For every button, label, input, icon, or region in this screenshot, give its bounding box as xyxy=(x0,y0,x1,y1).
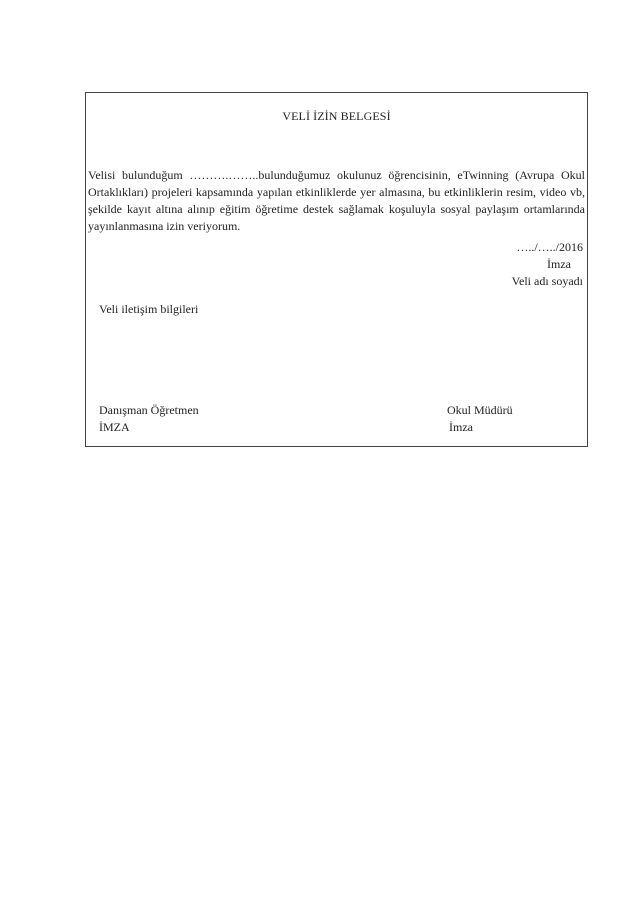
signature-date: …../…../2016 xyxy=(516,240,583,254)
consent-paragraph: Velisi bulunduğum ……….……..bulunduğumuz okulunuz öğrencisinin, eTwinning (Avrupa Okul Ortaklıkları) projeleri kapsamında yapılan etkinliklerde yer almasına, bu etkinliklerin resim, video vb, şekilde kayıt altına alınıp eğitim öğretime destek sağlamak koşuluyla sosyal paylaşım ortamlarında yayınlanmasına izin veriyorum. xyxy=(88,168,585,233)
parent-name-label: Veli adı soyadı xyxy=(511,274,583,288)
principal-block xyxy=(447,402,513,436)
permission-form xyxy=(85,92,588,447)
principal-signature: İmza xyxy=(449,420,473,434)
document-title: VELİ İZİN BELGESİ xyxy=(282,109,391,123)
advisor-teacher-title: Danışman Öğretmen xyxy=(99,403,199,417)
principal-title: Okul Müdürü xyxy=(447,403,513,417)
advisor-teacher-block xyxy=(99,402,199,436)
parent-contact-label: Veli iletişim bilgileri xyxy=(99,302,199,316)
signature-label: İmza xyxy=(547,257,571,271)
advisor-teacher-signature: İMZA xyxy=(99,420,130,434)
parent-signature-block xyxy=(463,239,583,290)
